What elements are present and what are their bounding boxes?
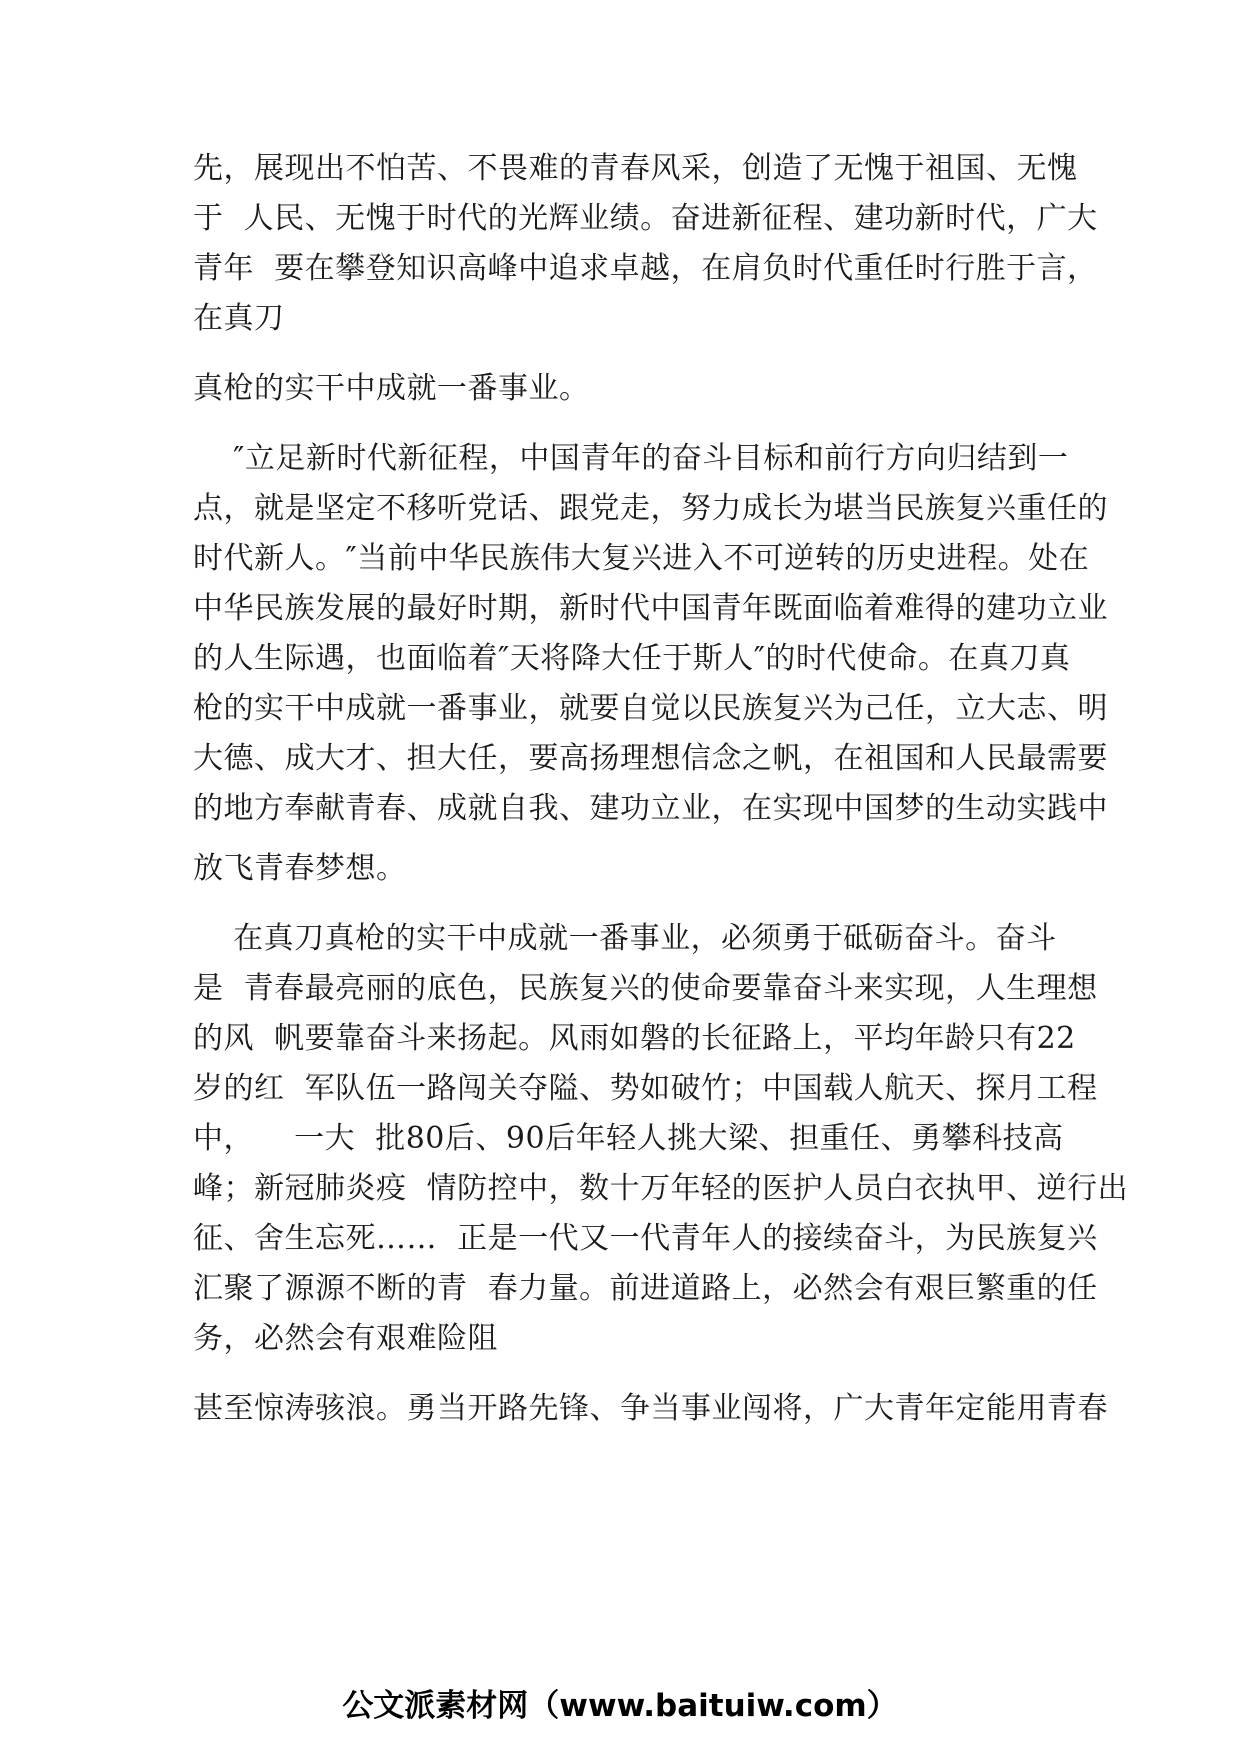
text-line: 点，就是坚定不移听党话、跟党走，努力成长为堪当民族复兴重任的 <box>193 491 1108 526</box>
text-line: 放飞青春梦想。 <box>193 851 407 886</box>
footer-source-link: 公文派素材网（www.baituiw.com） <box>342 1688 898 1724</box>
text-line: 真枪的实干中成就一番事业。 <box>193 371 590 406</box>
text-line: ″立足新时代新征程，中国青年的奋斗目标和前行方向归结到一 <box>193 441 1069 476</box>
text-line: 时代新人。″当前中华民族伟大复兴进入不可逆转的历史进程。处在 <box>193 541 1090 576</box>
text-line: 中， 一大 批80后、90后年轻人挑大梁、担重任、勇攀科技高 <box>193 1121 1064 1156</box>
text-line: 甚至惊涛骇浪。勇当开路先锋、争当事业闯将，广大青年定能用青春 <box>193 1391 1108 1426</box>
text-line: 大德、成大才、担大任，要高扬理想信念之帆，在祖国和人民最需要 <box>193 741 1108 776</box>
text-line: 青年 要在攀登知识高峰中追求卓越，在肩负时代重任时行胜于言， <box>193 251 1098 286</box>
text-line: 务，必然会有艰难险阻 <box>193 1321 498 1356</box>
text-line: 在真刀 <box>193 301 285 336</box>
text-line: 于 人民、无愧于时代的光辉业绩。奋进新征程、建功新时代，广大 <box>193 201 1098 236</box>
text-line: 枪的实干中成就一番事业，就要自觉以民族复兴为己任，立大志、明 <box>193 691 1108 726</box>
text-line: 中华民族发展的最好时期，新时代中国青年既面临着难得的建功立业 <box>193 591 1108 626</box>
text-line: 在真刀真枪的实干中成就一番事业，必须勇于砥砺奋斗。奋斗 <box>193 921 1057 956</box>
text-line: 的风 帆要靠奋斗来扬起。风雨如磐的长征路上，平均年龄只有22 <box>193 1021 1076 1056</box>
text-line: 征、舍生忘死…… 正是一代又一代青年人的接续奋斗，为民族复兴 <box>193 1221 1098 1256</box>
text-line: 是 青春最亮丽的底色，民族复兴的使命要靠奋斗来实现，人生理想 <box>193 971 1098 1006</box>
text-line: 的人生际遇，也面临着″天将降大任于斯人″的时代使命。在真刀真 <box>193 641 1071 676</box>
text-line: 先，展现出不怕苦、不畏难的青春风采，创造了无愧于祖国、无愧 <box>193 151 1078 186</box>
text-line: 峰；新冠肺炎疫 情防控中，数十万年轻的医护人员白衣执甲、逆行出 <box>193 1171 1129 1206</box>
text-line: 的地方奉献青春、成就自我、建功立业，在实现中国梦的生动实践中 <box>193 791 1108 826</box>
text-line: 岁的红 军队伍一路闯关夺隘、势如破竹；中国载人航天、探月工程 <box>193 1071 1098 1106</box>
text-line: 汇聚了源源不断的青 春力量。前进道路上，必然会有艰巨繁重的任 <box>193 1271 1098 1306</box>
